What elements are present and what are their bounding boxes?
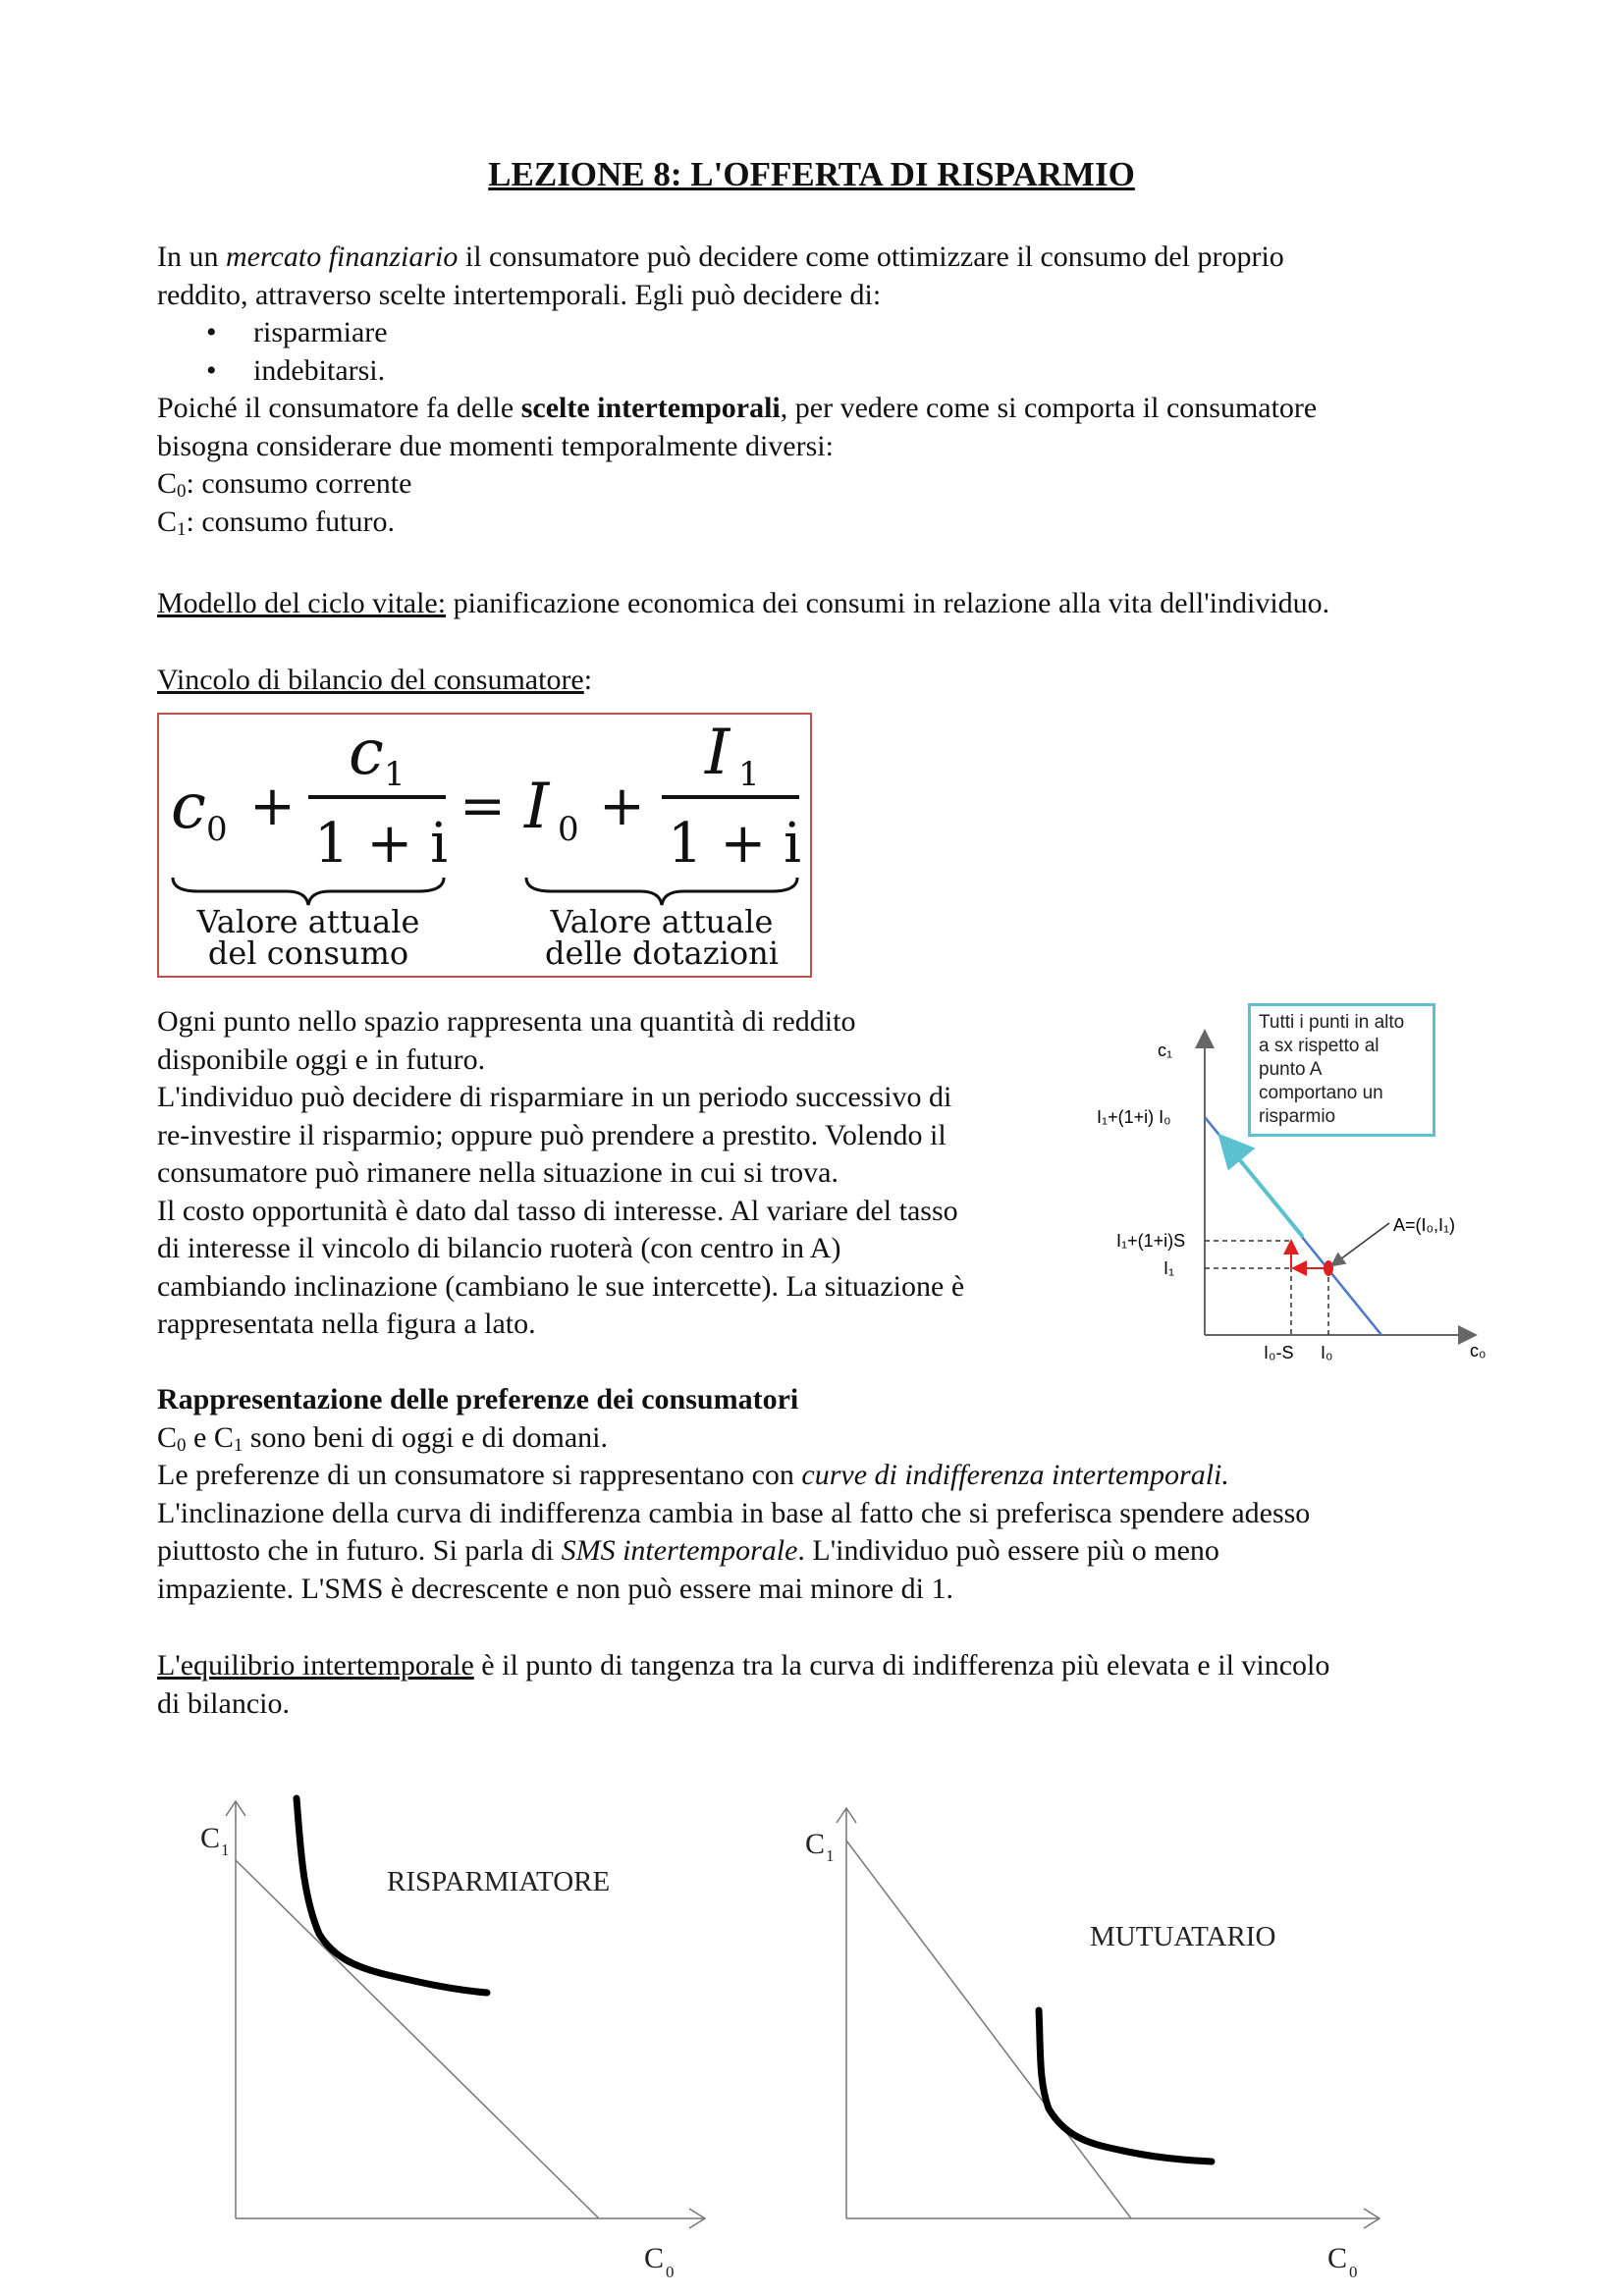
- intro-line-1: [157, 239, 1473, 277]
- left-caption-2: del consumo: [207, 934, 409, 972]
- left-x-label: C: [644, 2242, 665, 2274]
- intro-line-4: bisogna considerare due momenti temporalmente diversi:: [157, 429, 834, 462]
- callout-line: comportano un: [1259, 1083, 1383, 1103]
- savings-callout: [1248, 1003, 1435, 1137]
- right-brace: [526, 878, 797, 905]
- emphasis-text: mercato finanziario: [226, 240, 459, 273]
- text: sono beni di oggi e di domani.: [243, 1420, 608, 1454]
- equilibrio-paragraph: [157, 1647, 1532, 1723]
- symbol: C: [157, 1420, 178, 1454]
- paragraph-line: cambiando inclinazione (cambiano le sue intercette). La situazione è: [157, 1269, 965, 1303]
- vincolo-heading: [157, 662, 592, 700]
- underlined-label: L'equilibrio intertemporale: [157, 1649, 474, 1682]
- section-heading: Rappresentazione delle preferenze dei consumatori: [157, 1383, 799, 1415]
- emphasis-text: SMS intertemporale: [561, 1534, 798, 1567]
- preferenze-section: [157, 1381, 1532, 1608]
- x-right-label: I₀: [1321, 1343, 1333, 1362]
- symbol: C: [157, 505, 178, 538]
- list-item: [157, 352, 1473, 391]
- text: , per vedere come si comporta il consumatore: [780, 392, 1318, 424]
- x-axis-label: c₀: [1470, 1341, 1487, 1361]
- paragraph-line: disponibile oggi e in futuro.: [157, 1042, 486, 1076]
- paragraph-line: Il costo opportunità è dato dal tasso di interesse. Al variare del tasso: [157, 1194, 958, 1227]
- formula-c0: c: [171, 771, 206, 843]
- list-item: [157, 314, 1473, 352]
- subscript: 0: [177, 481, 187, 502]
- underlined-label: Modello del ciclo vitale:: [157, 587, 447, 619]
- preferenze-line-1: [157, 1419, 1532, 1458]
- formula-c1: c: [349, 717, 384, 789]
- page-title: LEZIONE 8: L'OFFERTA DI RISPARMIO: [488, 155, 1135, 193]
- text: : consumo corrente: [186, 467, 412, 500]
- mutuatario-label: MUTUATARIO: [1090, 1921, 1276, 1952]
- left-budget-line: [236, 1860, 599, 2218]
- symbol: C: [157, 467, 178, 500]
- text: è il punto di tangenza tra la curva di indifferenza più elevata e il vincolo: [473, 1649, 1330, 1682]
- bullet-icon: •: [206, 316, 217, 348]
- point-a-label: A=(I₀,I₁): [1393, 1215, 1456, 1235]
- left-caption-1: Valore attuale: [196, 903, 420, 940]
- underlined-label: Vincolo di bilancio del consumatore: [157, 664, 584, 696]
- text: In un: [157, 240, 226, 273]
- budget-constraint-formula: [157, 713, 812, 978]
- text: Le preferenze di un consumatore si rappresentano con: [157, 1459, 802, 1491]
- right-y-sub: 1: [826, 1846, 835, 1865]
- right-y-label: C: [805, 1828, 826, 1860]
- preferenze-line-2: [157, 1457, 1532, 1495]
- formula-c0-sub: 0: [206, 810, 228, 849]
- subscript: 1: [177, 518, 187, 540]
- y-axis-label: c₁: [1158, 1041, 1173, 1060]
- mutuatario-indifference-curve: [1039, 2010, 1212, 2162]
- right-x-sub: 0: [1349, 2263, 1358, 2281]
- list-item-text: risparmiare: [253, 316, 388, 348]
- right-caption-1: Valore attuale: [550, 903, 774, 940]
- formula-denominator: 1 + i: [314, 812, 449, 876]
- text: piuttosto che in futuro. Si parla di: [157, 1534, 562, 1567]
- right-budget-line: [846, 1841, 1131, 2218]
- callout-line: a sx rispetto al: [1259, 1036, 1380, 1056]
- right-x-label: C: [1327, 2242, 1348, 2274]
- text: . L'individuo può essere più o meno: [797, 1534, 1219, 1567]
- formula-I1: I: [705, 717, 730, 789]
- callout-line: punto A: [1259, 1059, 1323, 1080]
- point-a-pointer: [1336, 1223, 1389, 1262]
- point-a: [1324, 1260, 1333, 1276]
- left-brace: [173, 878, 444, 905]
- spazio-paragraph: [157, 1003, 1070, 1344]
- formula-I1-sub: 1: [738, 755, 760, 794]
- text: : consumo futuro.: [186, 505, 395, 538]
- right-caption-2: delle dotazioni: [545, 934, 779, 972]
- c0-definition: [157, 465, 1473, 504]
- intro-line-2: reddito, attraverso scelte intertemporali. Egli può decidere di:: [157, 278, 882, 311]
- bullet-icon: •: [206, 353, 217, 387]
- formula-plus: +: [249, 774, 296, 838]
- emphasis-text: curve di indifferenza intertemporali.: [801, 1459, 1229, 1491]
- formula-graphic: [159, 715, 810, 976]
- paragraph-line: Ogni punto nello spazio rappresenta una quantità di reddito: [157, 1005, 856, 1038]
- formula-I0-sub: 0: [558, 810, 579, 849]
- x-left-label: I₀-S: [1264, 1343, 1294, 1362]
- paragraph-line: L'individuo può decidere di risparmiare in un periodo successivo di: [157, 1081, 952, 1113]
- indifference-graphs: [187, 1787, 1414, 2287]
- subscript: 0: [177, 1434, 187, 1456]
- formula-denominator: 1 + i: [668, 812, 802, 876]
- y-mid-label: I₁+(1+i)S: [1116, 1231, 1186, 1251]
- formula-equals: =: [460, 774, 506, 838]
- paragraph-line: re-investire il risparmio; oppure può prendere a prestito. Volendo il: [157, 1118, 947, 1151]
- ciclo-vitale-paragraph: [157, 585, 1329, 623]
- intro-section: [157, 239, 1473, 541]
- paragraph-line: rappresentata nella figura a lato.: [157, 1308, 536, 1340]
- list-item-text: indebitarsi.: [253, 353, 386, 387]
- preferenze-line-3: L'inclinazione della curva di indifferenza cambia in base al fatto che si preferisca spendere adesso: [157, 1496, 1311, 1529]
- y-top-label: I₁+(1+i) I₀: [1097, 1107, 1171, 1127]
- text: il consumatore può decidere come ottimizzare il consumo del proprio: [458, 240, 1284, 273]
- left-y-label: C: [200, 1822, 221, 1854]
- callout-line: Tutti i punti in alto: [1259, 1012, 1405, 1033]
- c1-definition: [157, 504, 1473, 542]
- callout-line: risparmio: [1259, 1106, 1336, 1127]
- preferenze-line-4: [157, 1532, 1532, 1571]
- text: e C: [186, 1420, 234, 1454]
- formula-I0: I: [524, 771, 550, 843]
- preferenze-line-5: impaziente. L'SMS è decrescente e non può essere mai minore di 1.: [157, 1572, 953, 1605]
- subscript: 1: [233, 1434, 243, 1456]
- bold-text: scelte intertemporali: [520, 392, 781, 424]
- left-x-sub: 0: [666, 2263, 675, 2281]
- intro-line-3: [157, 390, 1473, 428]
- text: Poiché il consumatore fa delle: [157, 392, 521, 424]
- text: :: [583, 664, 593, 696]
- formula-c1-sub: 1: [384, 755, 406, 794]
- risparmiatore-label: RISPARMIATORE: [387, 1866, 611, 1897]
- formula-plus: +: [599, 774, 645, 838]
- y-low-label: I₁: [1163, 1258, 1175, 1278]
- left-y-sub: 1: [221, 1841, 230, 1859]
- text: pianificazione economica dei consumi in relazione alla vita dell'individuo.: [446, 587, 1330, 619]
- text: di bilancio.: [157, 1686, 290, 1720]
- paragraph-line: di interesse il vincolo di bilancio ruoterà (con centro in A): [157, 1232, 841, 1264]
- graphs-svg: [187, 1787, 1414, 2287]
- paragraph-line: consumatore può rimanere nella situazione in cui si trova.: [157, 1156, 839, 1189]
- savings-direction-arrow: [1230, 1148, 1303, 1237]
